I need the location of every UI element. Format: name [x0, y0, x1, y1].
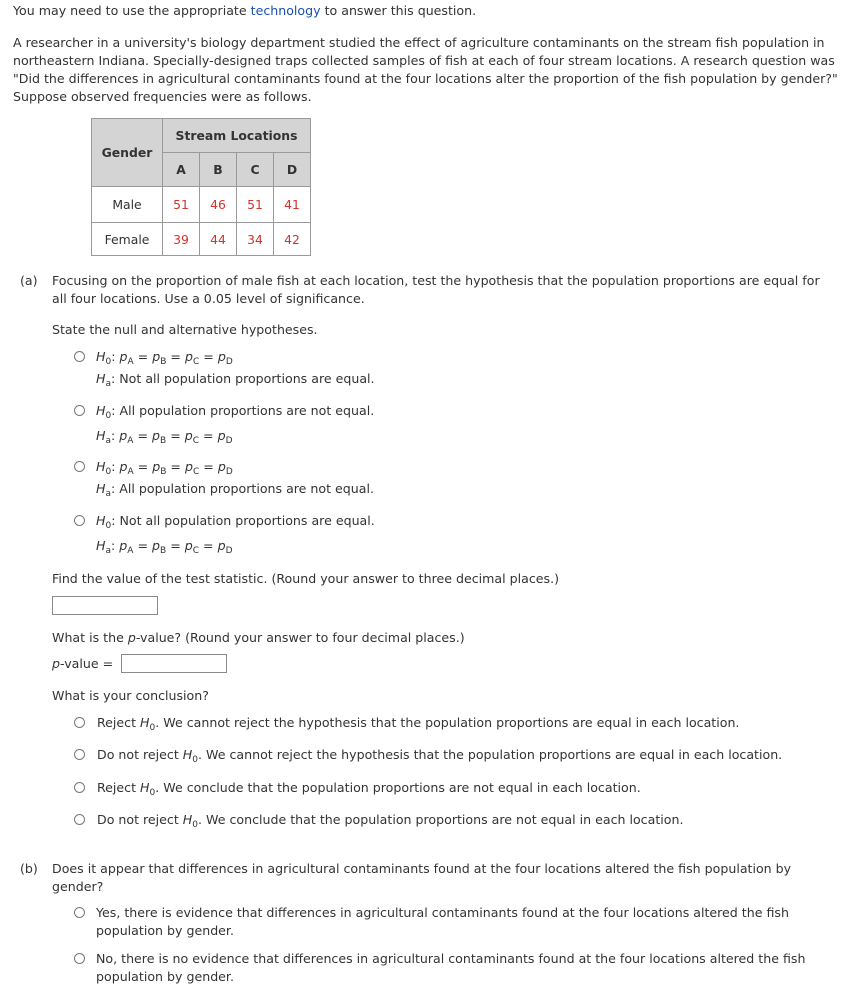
conclusion-option-3-radio[interactable] — [74, 782, 85, 793]
conclusion-option-4-radio[interactable] — [74, 814, 85, 825]
column-header-c: C — [237, 153, 274, 187]
part-b-option-2-line1: No, there is no evidence that differences in agricultural contaminants found at the four locations altered the fish — [96, 951, 806, 966]
hypothesis-option-4-radio[interactable] — [74, 515, 85, 526]
part-b-label: (b) — [20, 861, 38, 876]
test-statistic-prompt: Find the value of the test statistic. (Round your answer to three decimal places.) — [52, 571, 560, 586]
hypothesis-option-3-alt: $H_a$: All population proportions are not equal. — [96, 481, 375, 499]
column-header-b: B — [200, 153, 237, 187]
p-value-label: p-value = — [52, 656, 114, 671]
hypothesis-option-3-null: $H_0$: $p_A = p_B = p_C = p_D$ — [96, 459, 233, 477]
conclusion-option-1: Reject $H_0$. We cannot reject the hypothesis that the population proportions are equal in each location. — [97, 715, 740, 733]
part-b-option-1-radio[interactable] — [74, 907, 85, 918]
hypothesis-option-1-radio[interactable] — [74, 351, 85, 362]
hypothesis-option-3-radio[interactable] — [74, 461, 85, 472]
stream-locations-header: Stream Locations — [163, 119, 311, 153]
observed-frequencies-table — [91, 118, 311, 256]
column-header-d: D — [274, 153, 311, 187]
table-cell: 46 — [200, 187, 237, 223]
conclusion-option-1-radio[interactable] — [74, 717, 85, 728]
hypothesis-option-1-alt: $H_a$: Not all population proportions are equal. — [96, 371, 375, 389]
conclusion-option-2: Do not reject $H_0$. We cannot reject the hypothesis that the population proportions are equal in each location. — [97, 747, 783, 765]
hypotheses-prompt: State the null and alternative hypotheses. — [52, 322, 318, 337]
part-b-option-1-line1: Yes, there is evidence that differences in agricultural contaminants found at the four locations altered the fish — [96, 905, 789, 920]
hypothesis-option-4-alt: $H_a$: $p_A = p_B = p_C = p_D$ — [96, 538, 233, 556]
test-statistic-input[interactable] — [52, 596, 158, 615]
table-cell: 42 — [274, 223, 311, 256]
column-header-a: A — [163, 153, 200, 187]
table-row — [92, 187, 311, 223]
hypothesis-option-1-null: $H_0$: $p_A = p_B = p_C = p_D$ — [96, 349, 233, 367]
conclusion-option-4: Do not reject $H_0$. We conclude that the population proportions are not equal in each location. — [97, 812, 684, 830]
row-label-female: Female — [92, 223, 163, 256]
hypothesis-option-2-null: $H_0$: All population proportions are not equal. — [96, 403, 375, 421]
problem-intro: A researcher in a university's biology department studied the effect of agriculture contaminants on the stream fish population in northeastern Indiana. Specially-designed traps collected samples of fish at each of four stream locations. A research question was "Did the differences in agricultural contaminants found at the four locations alter the proportion of the fish population by gender?" Suppose observed frequencies were as follows. — [13, 35, 838, 104]
part-b-option-2-radio[interactable] — [74, 953, 85, 964]
table-cell: 34 — [237, 223, 274, 256]
part-a-label: (a) — [20, 273, 38, 288]
part-b-question-line1: Does it appear that differences in agricultural contaminants found at the four locations altered the fish population by — [52, 861, 792, 876]
p-value-prompt: What is the p-value? (Round your answer to four decimal places.) — [52, 630, 465, 645]
table-cell: 51 — [237, 187, 274, 223]
part-b-option-1-line2: population by gender. — [96, 923, 234, 938]
technology-link[interactable]: technology — [250, 3, 321, 18]
table-cell: 39 — [163, 223, 200, 256]
conclusion-option-2-radio[interactable] — [74, 749, 85, 760]
part-b-question-line2: gender? — [52, 879, 104, 894]
table-cell: 44 — [200, 223, 237, 256]
conclusion-prompt: What is your conclusion? — [52, 688, 209, 703]
hypothesis-option-2-radio[interactable] — [74, 405, 85, 416]
part-b-option-2-line2: population by gender. — [96, 969, 234, 984]
gender-header: Gender — [92, 119, 163, 187]
hypothesis-option-4-null: $H_0$: Not all population proportions are equal. — [96, 513, 375, 531]
table-row — [92, 223, 311, 256]
p-value-input[interactable] — [121, 654, 227, 673]
conclusion-option-3: Reject $H_0$. We conclude that the population proportions are not equal in each location. — [97, 780, 641, 798]
table-cell: 41 — [274, 187, 311, 223]
table-cell: 51 — [163, 187, 200, 223]
notice: You may need to use the appropriate technology to answer this question. — [13, 3, 477, 18]
row-label-male: Male — [92, 187, 163, 223]
part-a-question-line1: Focusing on the proportion of male fish at each location, test the hypothesis that the population proportions are equal for — [52, 273, 820, 288]
part-a-question-line2: all four locations. Use a 0.05 level of significance. — [52, 291, 365, 306]
hypothesis-option-2-alt: $H_a$: $p_A = p_B = p_C = p_D$ — [96, 428, 233, 446]
